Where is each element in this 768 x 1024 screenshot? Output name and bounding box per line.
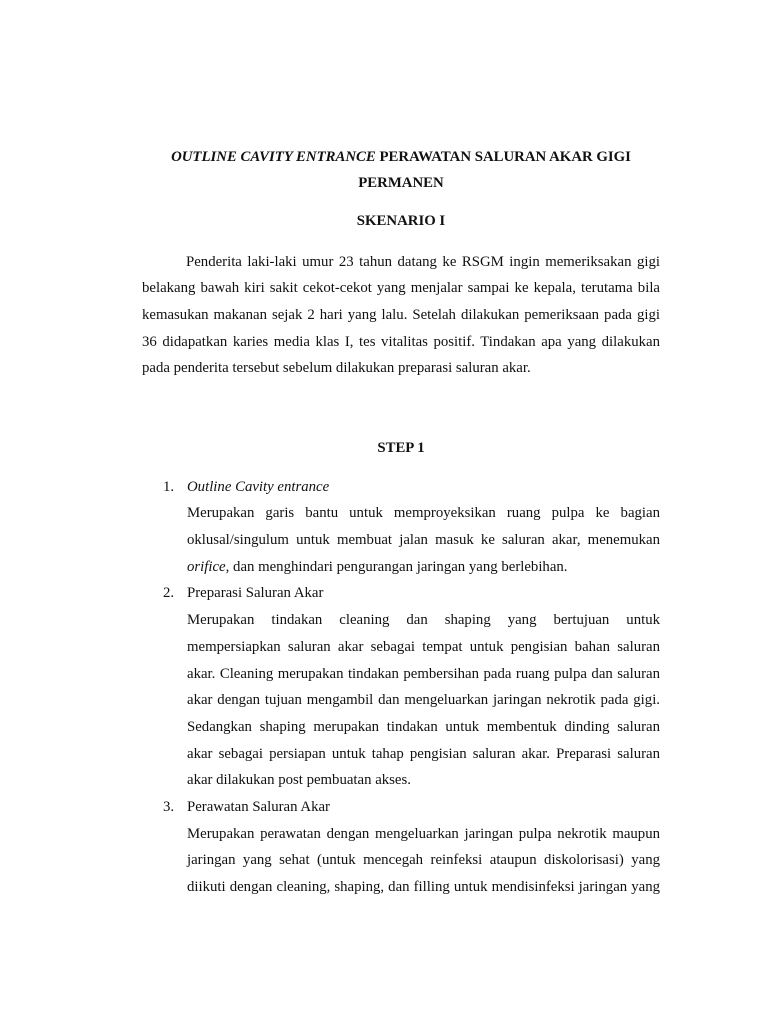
title-italic-part: OUTLINE CAVITY ENTRANCE bbox=[171, 148, 376, 165]
list-item-header bbox=[163, 794, 660, 821]
title-line-1 bbox=[142, 144, 660, 171]
list-item-number: 1. bbox=[163, 478, 175, 495]
step-heading: STEP 1 bbox=[377, 439, 425, 456]
list-item bbox=[163, 474, 660, 581]
paragraph-line: pada penderita tersebut sebelum dilakukan preparasi saluran akar. bbox=[142, 360, 531, 377]
list-item-title: Outline Cavity entrance bbox=[187, 478, 330, 495]
body-line: akar. Cleaning merupakan tindakan pembersihan pada ruang pulpa dan saluran bbox=[187, 665, 660, 682]
body-line: Sedangkan shaping merupakan tindakan untuk membentuk dinding saluran bbox=[187, 718, 660, 735]
list-item-header bbox=[163, 474, 660, 501]
list-item-number: 3. bbox=[163, 799, 175, 816]
body-line-text: , dan menghindari pengurangan jaringan yang berlebihan. bbox=[225, 558, 568, 575]
body-line: mempersiapkan saluran akar sebagai tempat untuk pengisian bahan saluran bbox=[187, 638, 660, 655]
paragraph-line: belakang bawah kiri sakit cekot-cekot yang menjalar sampai ke kepala, terutama bila bbox=[142, 280, 660, 297]
body-line: akar dengan tujuan mengambil dan mengeluarkan jaringan nekrotik pada gigi. bbox=[187, 692, 660, 709]
body-line: akar sebagai persiapan untuk tahap pengisian saluran akar. Preparasi saluran bbox=[187, 745, 660, 762]
body-line: Merupakan perawatan dengan mengeluarkan jaringan pulpa nekrotik maupun bbox=[187, 825, 660, 842]
scenario-paragraph bbox=[142, 249, 660, 383]
list-item-title: Preparasi Saluran Akar bbox=[187, 585, 324, 602]
body-line: akar dilakukan post pembuatan akses. bbox=[187, 772, 411, 789]
list-item bbox=[163, 580, 660, 794]
list-item-title: Perawatan Saluran Akar bbox=[187, 799, 330, 816]
paragraph-line: Penderita laki-laki umur 23 tahun datang ke RSGM ingin memeriksakan gigi bbox=[186, 253, 660, 270]
body-line bbox=[187, 554, 660, 581]
body-line: diikuti dengan cleaning, shaping, dan filling untuk mendisinfeksi jaringan yang bbox=[187, 879, 660, 896]
title-text: PERAWATAN SALURAN AKAR GIGI bbox=[379, 148, 631, 165]
italic-term: orifice bbox=[187, 558, 226, 575]
list-item-body bbox=[187, 607, 660, 794]
list-item-header bbox=[163, 580, 660, 607]
scenario-heading: SKENARIO I bbox=[356, 212, 446, 229]
list-item-body bbox=[187, 821, 660, 901]
body-line: Merupakan garis bantu untuk memproyeksikan ruang pulpa ke bagian bbox=[187, 505, 660, 522]
body-line: oklusal/singulum untuk membuat jalan masuk ke saluran akar, menemukan bbox=[187, 532, 660, 548]
body-line: Merupakan tindakan cleaning dan shaping yang bertujuan untuk bbox=[187, 612, 660, 629]
step-list bbox=[163, 474, 660, 901]
paragraph-line: 36 didapatkan karies media klas I, tes vitalitas positif. Tindakan apa yang dilakukan bbox=[142, 333, 660, 350]
paragraph-line: kemasukan makanan sejak 2 hari yang lalu. Setelah dilakukan pemeriksaan pada gigi bbox=[142, 307, 660, 323]
title-line-2: PERMANEN bbox=[358, 175, 444, 192]
list-item-body bbox=[187, 500, 660, 580]
document-title bbox=[142, 144, 660, 197]
body-line: jaringan yang sehat (untuk mencegah reinfeksi ataupun diskolorisasi) yang bbox=[187, 852, 660, 869]
list-item-number: 2. bbox=[163, 585, 175, 602]
list-item bbox=[163, 794, 660, 901]
